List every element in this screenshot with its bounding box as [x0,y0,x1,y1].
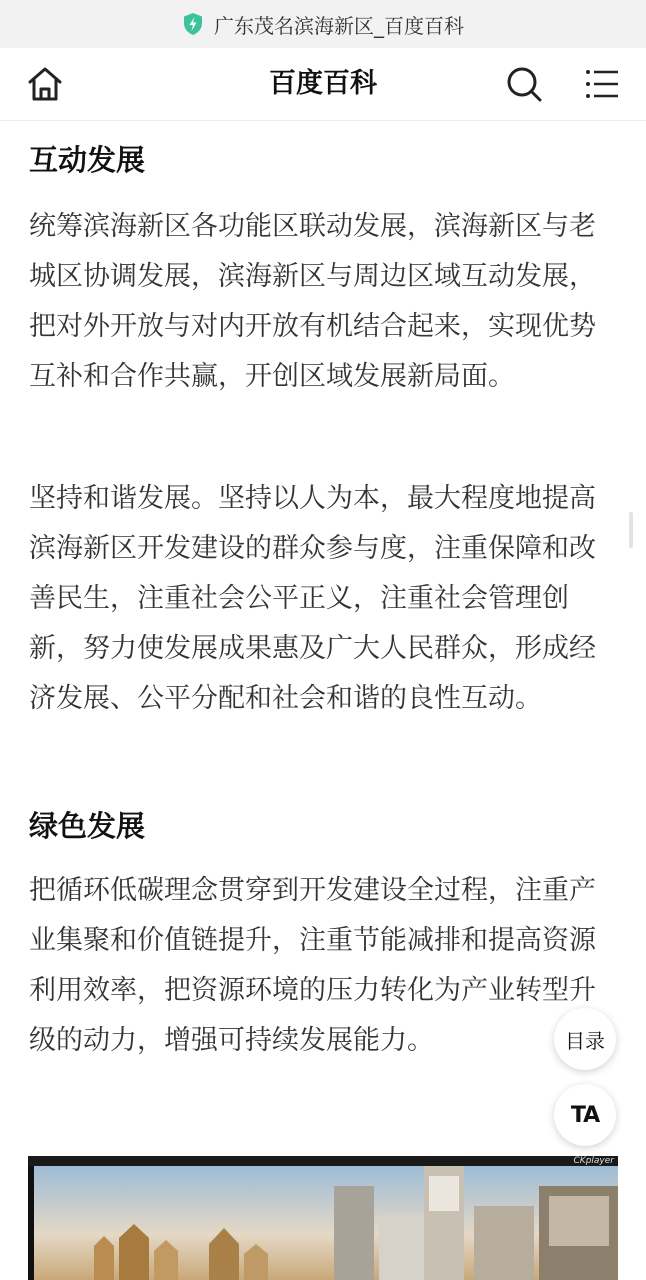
paragraph: 把循环低碳理念贯穿到开发建设全过程，注重产业集聚和价值链提升，注重节能减排和提高资源利用效率，把资源环境的压力转化为产业转型升级的动力，增强可持续发展能力。 [29,875,596,1056]
url-bar[interactable] [0,0,646,49]
top-nav [0,48,646,121]
video-top-bar [28,1156,618,1166]
shield-bolt-icon [182,12,204,36]
section-heading-interactive-development: 互动发展 [29,143,146,177]
scrollbar-thumb[interactable] [629,512,633,548]
search-icon[interactable] [504,64,544,104]
ta-button[interactable]: TA [554,1084,616,1146]
section-heading-green-development: 绿色发展 [29,809,146,843]
paragraph: 统筹滨海新区各功能区联动发展，滨海新区与老城区协调发展，滨海新区与周边区域互动发展，把对外开放与对内开放有机结合起来，实现优势互补和合作共赢，开创区域发展新局面。 [29,211,596,392]
video-brand-label: CKplayer [573,1156,614,1166]
menu-icon[interactable] [584,66,620,102]
url-text: 广东茂名滨海新区_百度百科 [214,13,464,38]
toc-button[interactable]: 目录 [554,1008,616,1070]
video-thumbnail [34,1166,618,1280]
video-player[interactable] [28,1156,618,1280]
page-title: 百度百科 [269,68,377,99]
paragraph: 坚持和谐发展。坚持以人为本，最大程度地提高滨海新区开发建设的群众参与度，注重保障和改善民生，注重社会公平正义，注重社会管理创新，努力使发展成果惠及广大人民群众，形成经济发展、公平分配和社会和谐的良性互动。 [29,483,596,714]
